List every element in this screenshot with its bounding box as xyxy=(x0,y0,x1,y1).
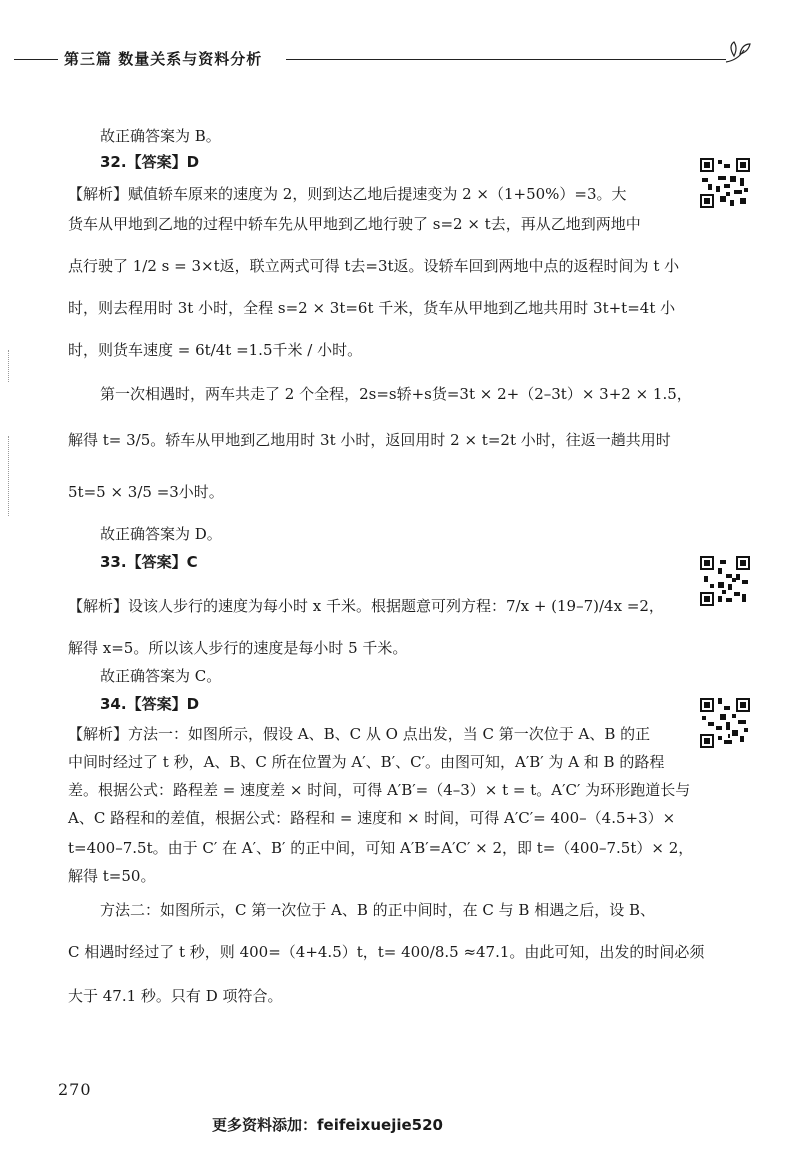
leaf-ornament-icon xyxy=(722,40,754,64)
qr-code-icon[interactable] xyxy=(700,158,750,208)
footer-note: 更多资料添加：feifeixuejie520 xyxy=(212,1116,443,1134)
analysis-line: 5t=5 × 3/5 =3小时。 xyxy=(68,483,224,501)
analysis-line: 货车从甲地到乙地的过程中轿车先从甲地到乙地行驶了 s=2 × t去，再从乙地到两地中 xyxy=(68,215,641,233)
qr-code-icon[interactable] xyxy=(700,556,750,606)
analysis-line: t=400–7.5t。由于 C′ 在 A′、B′ 的正中间，可知 A′B′=A′C′ × 2，即 t=（400–7.5t）× 2， xyxy=(68,839,694,857)
header-rule-right xyxy=(286,59,726,60)
answer-heading: 34.【答案】D xyxy=(100,695,200,713)
answer-heading: 32.【答案】D xyxy=(100,153,200,171)
margin-dots xyxy=(8,436,10,516)
analysis-line: 第一次相遇时，两车共走了 2 个全程，2s=s轿+s货=3t × 2+（2–3t）× 3+2 × 1.5， xyxy=(100,385,692,403)
analysis-line: 【解析】方法一：如图所示，假设 A、B、C 从 O 点出发，当 C 第一次位于 A、B 的正 xyxy=(68,725,651,743)
header-rule-left xyxy=(14,59,58,60)
analysis-line: 点行驶了 1/2 s = 3×t返，联立两式可得 t去=3t返。设轿车回到两地中点的返程时间为 t 小 xyxy=(68,257,680,275)
analysis-line: 【解析】设该人步行的速度为每小时 x 千米。根据题意可列方程：7/x + (19–7)/4x =2， xyxy=(68,597,664,615)
answer-conclusion: 故正确答案为 D。 xyxy=(100,525,222,543)
margin-dots xyxy=(8,350,10,382)
analysis-line: 中间时经过了 t 秒，A、B、C 所在位置为 A′、B′、C′。由图可知，A′B′ 为 A 和 B 的路程 xyxy=(68,753,665,771)
analysis-line: C 相遇时经过了 t 秒，则 400=（4+4.5）t，t= 400/8.5 ≈47.1。由此可知，出发的时间必须 xyxy=(68,943,705,961)
analysis-line: 差。根据公式：路程差 = 速度差 × 时间，可得 A′B′=（4–3）× t = t。A′C′ 为环形跑道长与 xyxy=(68,781,691,799)
analysis-line: 大于 47.1 秒。只有 D 项符合。 xyxy=(68,987,283,1005)
answer-conclusion: 故正确答案为 C。 xyxy=(100,667,222,685)
analysis-line: 时，则货车速度 = 6t/4t =1.5千米 / 小时。 xyxy=(68,341,363,359)
analysis-line: 解得 t= 3/5。轿车从甲地到乙地用时 3t 小时，返回用时 2 × t=2t 小时，往返一趟共用时 xyxy=(68,431,671,449)
page-header xyxy=(0,48,760,68)
analysis-line: 【解析】赋值轿车原来的速度为 2，则到达乙地后提速变为 2 ×（1+50%）=3。大 xyxy=(68,185,627,203)
header-title: 第三篇 数量关系与资料分析 xyxy=(64,50,263,68)
answer-heading: 33.【答案】C xyxy=(100,553,198,571)
analysis-line: 方法二：如图所示，C 第一次位于 A、B 的正中间时，在 C 与 B 相遇之后，设 B、 xyxy=(100,901,656,919)
answer-conclusion: 故正确答案为 B。 xyxy=(100,127,221,145)
analysis-line: 解得 x=5。所以该人步行的速度是每小时 5 千米。 xyxy=(68,639,408,657)
analysis-line: 时，则去程用时 3t 小时，全程 s=2 × 3t=6t 千米，货车从甲地到乙地共用时 3t+t=4t 小 xyxy=(68,299,676,317)
analysis-line: 解得 t=50。 xyxy=(68,867,156,885)
analysis-line: A、C 路程和的差值，根据公式：路程和 = 速度和 × 时间，可得 A′C′= 400–（4.5+3）× xyxy=(68,809,676,827)
page-number: 270 xyxy=(58,1080,92,1099)
qr-code-icon[interactable] xyxy=(700,698,750,748)
